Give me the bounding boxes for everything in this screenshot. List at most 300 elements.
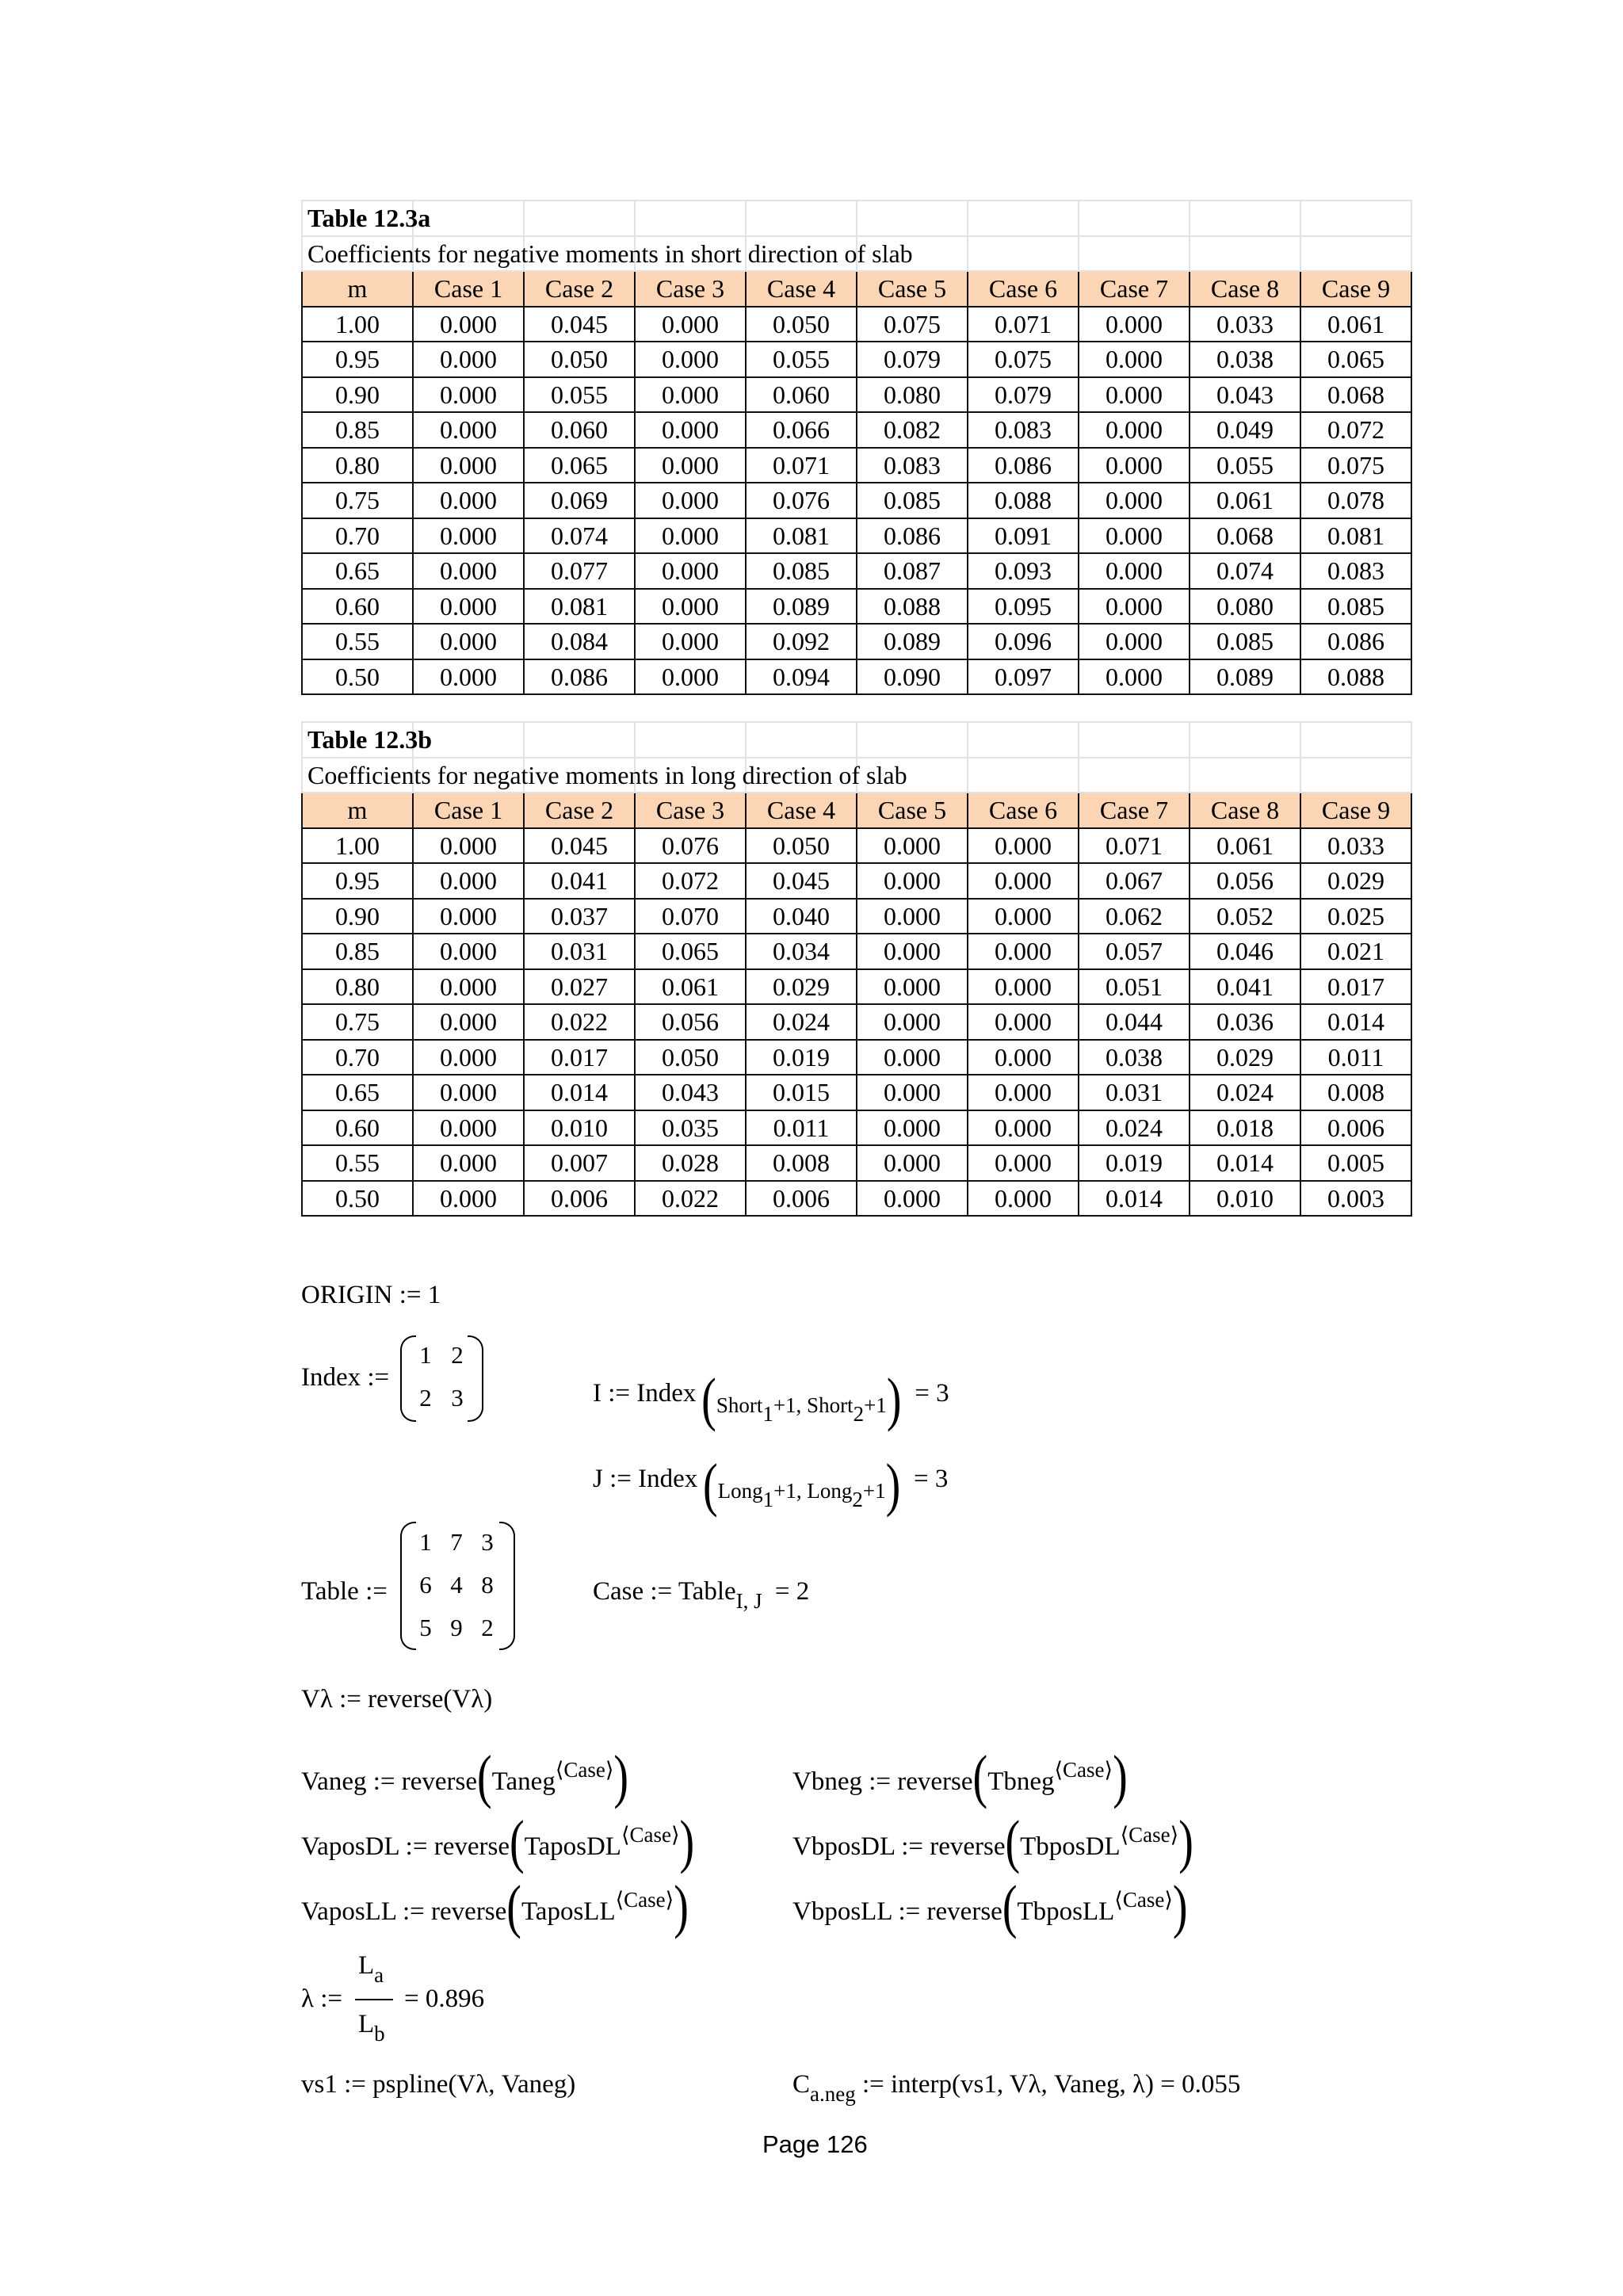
coefficient-cell: 0.018 [1190,1110,1300,1146]
coefficient-cell: 0.006 [746,1181,857,1217]
table-cell: 1 [419,1528,432,1556]
coefficient-cell: 0.055 [746,342,857,377]
grid-cell [1079,722,1190,758]
coefficient-cell: 0.029 [1300,863,1411,899]
coefficient-cell: 0.079 [857,342,968,377]
coefficient-cell: 0.061 [1190,483,1300,518]
coefficient-cell: 0.000 [413,307,524,342]
table-12-3a [301,200,1412,695]
coefficient-cell: 0.061 [635,969,746,1005]
coefficient-cell: 0.019 [1079,1145,1190,1181]
table-title [302,722,1411,758]
ratio-cell: 0.60 [302,1110,413,1146]
coefficient-cell: 0.068 [1190,518,1300,554]
coefficient-cell: 0.083 [1300,553,1411,589]
coefficient-cell: 0.086 [524,659,635,695]
coefficient-cell: 0.049 [1190,412,1300,448]
coefficient-cell: 0.000 [968,934,1079,969]
coefficient-cell: 0.083 [857,448,968,483]
coefficient-cell: 0.075 [968,342,1079,377]
coefficient-cell: 0.051 [1079,969,1190,1005]
index-cell: 3 [451,1384,464,1412]
coefficient-cell: 0.060 [524,412,635,448]
coefficient-cell: 0.000 [413,412,524,448]
lambda-numerator: $L_a$ [358,1951,384,1987]
index-assignment-label: Index := [301,1363,390,1392]
coefficient-cell: 0.000 [413,377,524,413]
origin-statement: ORIGIN := 1 [301,1281,441,1309]
coefficient-cell: 0.038 [1190,342,1300,377]
coefficient-cell: 0.085 [857,483,968,518]
coefficient-cell: 0.000 [413,934,524,969]
coefficient-cell: 0.037 [524,899,635,934]
grid-cell [857,722,968,758]
column-header: Case 6 [968,271,1079,307]
coefficient-cell: 0.075 [1300,448,1411,483]
coefficient-cell: 0.082 [857,412,968,448]
table-cell: 2 [481,1614,494,1641]
coefficient-cell: 0.000 [413,1040,524,1075]
grid-cell [746,201,857,236]
coefficient-cell: 0.000 [635,518,746,554]
coefficient-cell: 0.000 [413,518,524,554]
grid-cell [857,201,968,236]
vaposdl-assignment: VaposDL := reverse(TaposDL$^{⟨Case⟩}$) [301,1809,695,1875]
table-row [302,863,1411,899]
coefficient-cell: 0.031 [1079,1075,1190,1110]
table-row [302,828,1411,864]
coefficient-cell: 0.014 [1190,1145,1300,1181]
lambda-denominator: $L_b$ [358,2010,385,2046]
table-row [302,1181,1411,1217]
coefficient-cell: 0.000 [968,1004,1079,1040]
i-lhs: I := Index [593,1379,697,1408]
table-header-row [302,271,1411,307]
coefficient-cell: 0.085 [746,553,857,589]
table-cell: 6 [419,1571,432,1599]
grid-cell [1300,722,1411,758]
table-row [302,624,1411,659]
coefficient-cell: 0.000 [635,553,746,589]
grid-cell [968,201,1079,236]
table-cell: 5 [419,1614,432,1641]
coefficient-cell: 0.071 [968,307,1079,342]
coefficient-cell: 0.000 [635,589,746,625]
table-row [302,589,1411,625]
table-row [302,1145,1411,1181]
coefficient-cell: 0.078 [1300,483,1411,518]
coefficient-cell: 0.050 [524,342,635,377]
coefficient-cell: 0.043 [635,1075,746,1110]
coefficient-cell: 0.000 [635,659,746,695]
grid-cell [1300,201,1411,236]
coefficient-cell: 0.061 [1190,828,1300,864]
coefficient-cell: 0.005 [1300,1145,1411,1181]
table-header-row [302,793,1411,828]
coefficient-cell: 0.000 [968,828,1079,864]
table-b-body [302,722,1411,1216]
table-row [302,1110,1411,1146]
coefficient-cell: 0.046 [1190,934,1300,969]
grid-cell [968,758,1079,793]
coefficient-cell: 0.084 [524,624,635,659]
coefficient-cell: 0.000 [1079,553,1190,589]
coefficient-cell: 0.008 [1300,1075,1411,1110]
column-header: Case 4 [746,793,857,828]
coefficient-cell: 0.072 [635,863,746,899]
coefficient-cell: 0.010 [1190,1181,1300,1217]
grid-cell [635,722,746,758]
coefficient-cell: 0.000 [413,1181,524,1217]
table-row [302,377,1411,413]
coefficient-cell: 0.050 [635,1040,746,1075]
column-header: Case 8 [1190,271,1300,307]
coefficient-cell: 0.091 [968,518,1079,554]
ratio-cell: 0.55 [302,1145,413,1181]
coefficient-cell: 0.088 [1300,659,1411,695]
grid-cell [1190,236,1300,272]
table-row [302,553,1411,589]
coefficient-cell: 0.096 [968,624,1079,659]
coefficient-cell: 0.000 [413,969,524,1005]
ratio-cell: 0.65 [302,1075,413,1110]
coefficient-cell: 0.080 [857,377,968,413]
coefficient-cell: 0.000 [413,899,524,934]
coefficient-cell: 0.089 [857,624,968,659]
ratio-cell: 0.85 [302,934,413,969]
coefficient-cell: 0.056 [1190,863,1300,899]
coefficient-cell: 0.088 [857,589,968,625]
table-row [302,307,1411,342]
coefficient-cell: 0.000 [968,899,1079,934]
coefficient-cell: 0.076 [635,828,746,864]
coefficient-cell: 0.076 [746,483,857,518]
i-assignment: I := Index $_{(Short1+1, Short2+1)}$ = 3 [593,1366,949,1433]
table-row [302,969,1411,1005]
coefficient-cell: 0.017 [524,1040,635,1075]
coefficient-cell: 0.003 [1300,1181,1411,1217]
coefficient-cell: 0.000 [413,828,524,864]
coefficient-cell: 0.085 [1190,624,1300,659]
table-title-text: Table 12.3a [302,201,413,236]
column-header: Case 9 [1300,271,1411,307]
coefficient-cell: 0.038 [1079,1040,1190,1075]
coefficient-cell: 0.000 [413,1145,524,1181]
coefficient-cell: 0.000 [968,1181,1079,1217]
coefficient-cell: 0.074 [524,518,635,554]
coefficient-cell: 0.000 [635,412,746,448]
coefficient-cell: 0.089 [746,589,857,625]
ratio-cell: 0.75 [302,483,413,518]
coefficient-cell: 0.093 [968,553,1079,589]
column-header: m [302,793,413,828]
coefficient-cell: 0.007 [524,1145,635,1181]
coefficient-cell: 0.000 [635,448,746,483]
table-row [302,1075,1411,1110]
coefficient-cell: 0.006 [1300,1110,1411,1146]
coefficient-cell: 0.025 [1300,899,1411,934]
coefficient-cell: 0.014 [1079,1181,1190,1217]
coefficient-cell: 0.065 [524,448,635,483]
table-row [302,899,1411,934]
coefficient-cell: 0.056 [635,1004,746,1040]
coefficient-cell: 0.031 [524,934,635,969]
j-result: = 3 [914,1465,949,1493]
coefficient-cell: 0.094 [746,659,857,695]
coefficient-cell: 0.000 [413,342,524,377]
column-header: Case 3 [635,271,746,307]
coefficient-cell: 0.000 [413,483,524,518]
coefficient-cell: 0.072 [1300,412,1411,448]
coefficient-cell: 0.034 [746,934,857,969]
coefficient-cell: 0.000 [413,1110,524,1146]
grid-cell [1079,201,1190,236]
coefficient-cell: 0.033 [1190,307,1300,342]
table-row [302,1004,1411,1040]
coefficient-cell: 0.006 [524,1181,635,1217]
grid-cell [524,722,635,758]
ratio-cell: 0.70 [302,518,413,554]
ratio-cell: 0.50 [302,659,413,695]
coefficient-cell: 0.010 [524,1110,635,1146]
column-header: Case 1 [413,271,524,307]
ratio-cell: 0.70 [302,1040,413,1075]
coefficient-cell: 0.000 [413,1075,524,1110]
coefficient-cell: 0.000 [1079,412,1190,448]
coefficient-cell: 0.087 [857,553,968,589]
table-row [302,518,1411,554]
coefficient-cell: 0.000 [857,899,968,934]
coefficient-cell: 0.027 [524,969,635,1005]
coefficient-cell: 0.000 [1079,518,1190,554]
index-cell: 2 [451,1341,464,1369]
coefficient-cell: 0.014 [524,1075,635,1110]
case-assignment: Case := Table$_{I, J}$ = 2 [593,1577,810,1613]
ratio-cell: 0.75 [302,1004,413,1040]
coefficient-cell: 0.000 [857,969,968,1005]
ratio-cell: 0.80 [302,969,413,1005]
grid-cell [1079,758,1190,793]
ratio-cell: 0.65 [302,553,413,589]
coefficient-cell: 0.000 [857,1145,968,1181]
coefficient-cell: 0.045 [746,863,857,899]
coefficient-cell: 0.024 [746,1004,857,1040]
coefficient-cell: 0.000 [413,1004,524,1040]
coefficient-cell: 0.028 [635,1145,746,1181]
coefficient-cell: 0.081 [746,518,857,554]
coefficient-cell: 0.008 [746,1145,857,1181]
coefficient-cell: 0.022 [635,1181,746,1217]
coefficient-cell: 0.062 [1079,899,1190,934]
column-header: Case 8 [1190,793,1300,828]
table-title-text: Table 12.3b [302,722,413,758]
coefficient-cell: 0.024 [1190,1075,1300,1110]
vs1-assignment: vs1 := pspline(Vλ, Vaneg) [301,2070,576,2099]
coefficient-cell: 0.043 [1190,377,1300,413]
column-header: Case 2 [524,271,635,307]
coefficient-cell: 0.040 [746,899,857,934]
column-header: Case 2 [524,793,635,828]
coefficient-cell: 0.081 [524,589,635,625]
ratio-cell: 0.60 [302,589,413,625]
coefficient-cell: 0.000 [1079,377,1190,413]
coefficient-cell: 0.000 [1079,342,1190,377]
table-row [302,659,1411,695]
coefficient-cell: 0.069 [524,483,635,518]
grid-cell [1190,722,1300,758]
coefficient-cell: 0.000 [1079,483,1190,518]
coefficient-cell: 0.050 [746,828,857,864]
coefficient-cell: 0.061 [1300,307,1411,342]
coefficient-cell: 0.071 [1079,828,1190,864]
coefficient-cell: 0.070 [635,899,746,934]
coefficient-cell: 0.067 [1079,863,1190,899]
vbneg-assignment: Vbneg := reverse(Tbneg$^{⟨Case⟩}$) [792,1744,1128,1810]
coefficient-cell: 0.000 [635,377,746,413]
coefficient-cell: 0.000 [413,448,524,483]
coefficient-cell: 0.092 [746,624,857,659]
coefficient-cell: 0.000 [635,624,746,659]
ratio-cell: 1.00 [302,828,413,864]
grid-cell [1190,758,1300,793]
coefficient-cell: 0.011 [746,1110,857,1146]
coefficient-cell: 0.000 [968,1110,1079,1146]
coefficient-cell: 0.000 [413,589,524,625]
index-cell: 1 [419,1341,432,1369]
coefficient-cell: 0.060 [746,377,857,413]
coefficient-cell: 0.089 [1190,659,1300,695]
coefficient-cell: 0.050 [746,307,857,342]
coefficient-cell: 0.033 [1300,828,1411,864]
coefficient-cell: 0.055 [1190,448,1300,483]
column-header: Case 4 [746,271,857,307]
column-header: Case 6 [968,793,1079,828]
ratio-cell: 0.50 [302,1181,413,1217]
table-cell: 3 [481,1528,494,1556]
column-header: Case 7 [1079,793,1190,828]
j-lhs: J := Index [593,1465,698,1493]
coefficient-cell: 0.086 [1300,624,1411,659]
coefficient-cell: 0.066 [746,412,857,448]
coefficient-cell: 0.095 [968,589,1079,625]
coefficient-cell: 0.000 [635,483,746,518]
coefficient-cell: 0.083 [968,412,1079,448]
coefficient-cell: 0.000 [1079,448,1190,483]
coefficient-cell: 0.055 [524,377,635,413]
column-header: Case 7 [1079,271,1190,307]
coefficient-cell: 0.085 [1300,589,1411,625]
coefficient-cell: 0.000 [968,1075,1079,1110]
coefficient-cell: 0.000 [857,1004,968,1040]
coefficient-cell: 0.041 [1190,969,1300,1005]
coefficient-cell: 0.021 [1300,934,1411,969]
table-row [302,934,1411,969]
coefficient-cell: 0.000 [857,1181,968,1217]
table-caption-text: Coefficients for negative moments in long direction of slab [302,758,413,793]
coefficient-cell: 0.000 [968,1040,1079,1075]
coefficient-cell: 0.000 [413,863,524,899]
table-row [302,448,1411,483]
coefficient-cell: 0.000 [857,934,968,969]
column-header: Case 3 [635,793,746,828]
coefficient-cell: 0.074 [1190,553,1300,589]
coefficient-cell: 0.000 [1079,307,1190,342]
vlambda-reverse: Vλ := reverse(Vλ) [301,1685,493,1713]
coefficient-cell: 0.052 [1190,899,1300,934]
coefficient-cell: 0.068 [1300,377,1411,413]
grid-cell [1079,236,1190,272]
vbposll-assignment: VbposLL := reverse(TbposLL$^{⟨Case⟩}$) [792,1874,1188,1940]
column-header: Case 5 [857,793,968,828]
coefficient-cell: 0.000 [413,659,524,695]
j-assignment: J := Index $_{(Long1+1, Long2+1)}$ = 3 [593,1452,949,1519]
vbposdl-assignment: VbposDL := reverse(TbposDL$^{⟨Case⟩}$) [792,1809,1193,1875]
table-row [302,483,1411,518]
coefficient-cell: 0.022 [524,1004,635,1040]
table-title [302,201,1411,236]
coefficient-cell: 0.000 [1079,624,1190,659]
coefficient-cell: 0.065 [635,934,746,969]
ratio-cell: 1.00 [302,307,413,342]
coefficient-cell: 0.015 [746,1075,857,1110]
coefficient-cell: 0.029 [746,969,857,1005]
i-result: = 3 [915,1379,949,1408]
vaposll-assignment: VaposLL := reverse(TaposLL$^{⟨Case⟩}$) [301,1874,689,1940]
coefficient-cell: 0.000 [968,863,1079,899]
coefficient-cell: 0.000 [635,307,746,342]
coefficient-cell: 0.000 [635,342,746,377]
coefficient-cell: 0.000 [857,1075,968,1110]
grid-cell [968,236,1079,272]
grid-cell [1300,236,1411,272]
coefficient-cell: 0.090 [857,659,968,695]
coefficient-cell: 0.019 [746,1040,857,1075]
coefficient-cell: 0.041 [524,863,635,899]
table-a-body [302,201,1411,694]
grid-cell [1190,201,1300,236]
coefficient-cell: 0.000 [413,624,524,659]
coefficient-cell: 0.077 [524,553,635,589]
coefficient-cell: 0.080 [1190,589,1300,625]
grid-cell [524,201,635,236]
coefficient-cell: 0.035 [635,1110,746,1146]
column-header: m [302,271,413,307]
table-row [302,342,1411,377]
coefficient-cell: 0.036 [1190,1004,1300,1040]
column-header: Case 9 [1300,793,1411,828]
grid-cell [746,722,857,758]
coefficient-cell: 0.000 [968,969,1079,1005]
table-cell: 4 [450,1571,463,1599]
ratio-cell: 0.95 [302,342,413,377]
coefficient-cell: 0.000 [1079,589,1190,625]
coefficient-cell: 0.088 [968,483,1079,518]
coefficient-cell: 0.000 [1079,659,1190,695]
ca-neg-assignment: $C_{a.neg}$ := interp(vs1, Vλ, Vaneg, λ) = 0.055 [792,2070,1241,2106]
coefficient-cell: 0.045 [524,828,635,864]
coefficient-cell: 0.071 [746,448,857,483]
coefficient-cell: 0.057 [1079,934,1190,969]
table-caption [302,758,1411,793]
grid-cell [635,201,746,236]
coefficient-cell: 0.097 [968,659,1079,695]
grid-cell [968,722,1079,758]
coefficient-cell: 0.024 [1079,1110,1190,1146]
lambda-result: = 0.896 [404,1985,485,2013]
coefficient-cell: 0.029 [1190,1040,1300,1075]
coefficient-cell: 0.000 [857,863,968,899]
table-caption [302,236,1411,272]
